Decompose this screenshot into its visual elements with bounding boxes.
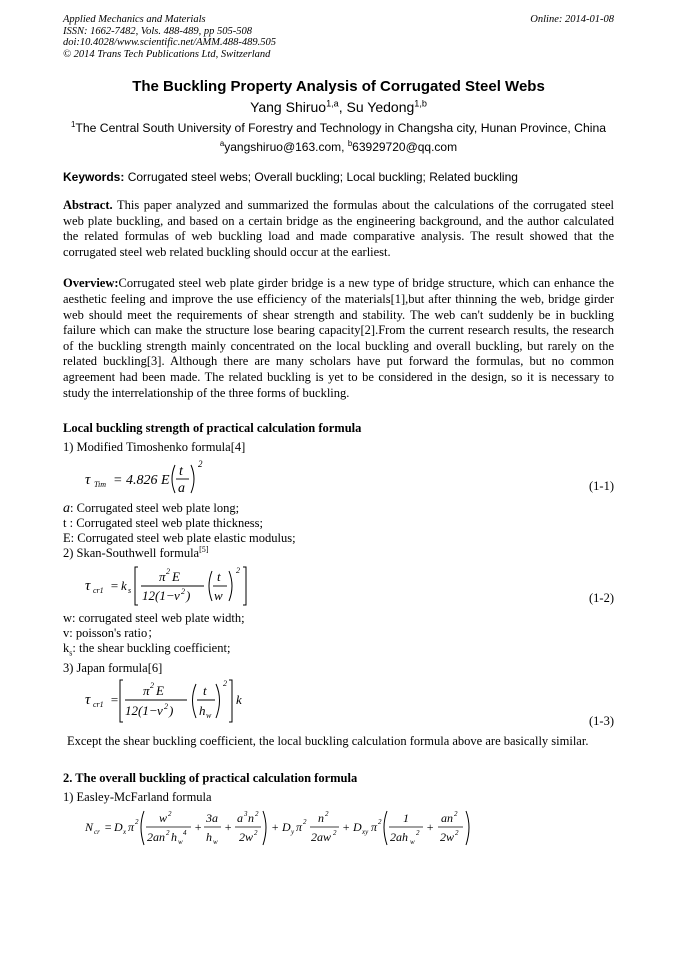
affiliation: [63, 121, 614, 135]
svg-text:2: 2: [150, 680, 154, 690]
definition-text: the shear buckling coefficient;: [78, 641, 231, 656]
svg-text:D: D: [282, 820, 291, 835]
svg-text:a: a: [178, 481, 185, 497]
svg-text:n: n: [318, 811, 324, 826]
svg-text:π: π: [296, 820, 303, 835]
svg-text:2: 2: [454, 810, 458, 819]
svg-text:+: +: [194, 820, 203, 835]
affiliation-sup: 1: [70, 119, 76, 129]
svg-text:an: an: [441, 811, 453, 826]
svg-text:2: 2: [333, 829, 337, 838]
section-heading: Local buckling strength of practical calculation formula: [63, 421, 362, 436]
svg-text:2: 2: [440, 830, 446, 845]
svg-text:2: 2: [239, 830, 245, 845]
svg-text:a: a: [237, 811, 243, 826]
svg-text:1: 1: [403, 811, 409, 826]
email-line: $^a$yangshiruo@163.com, $^b$63929720@qq.com: [219, 139, 458, 154]
svg-text:t: t: [179, 464, 183, 480]
svg-text:2: 2: [311, 830, 317, 845]
svg-text:a: a: [212, 811, 218, 826]
svg-text:π: π: [159, 569, 166, 585]
svg-text:3: 3: [206, 811, 212, 826]
svg-text:y: y: [291, 828, 295, 837]
equation-easley-mcfarland: [63, 805, 614, 851]
svg-text:E: E: [156, 682, 164, 698]
svg-text:2: 2: [390, 830, 396, 845]
svg-text:τ: τ: [85, 691, 91, 708]
svg-text:D: D: [353, 820, 362, 835]
svg-text:4: 4: [183, 829, 187, 838]
definition-text: : Corrugated steel web plate long;: [70, 501, 240, 516]
svg-text:τ: τ: [85, 472, 91, 489]
formula-item: 1) Easley-McFarland formula: [63, 790, 212, 805]
svg-text:2: 2: [255, 810, 259, 819]
definition-w: w: corrugated steel web plate width;: [63, 611, 245, 626]
svg-text:=: =: [104, 820, 113, 835]
overview-text: Corrugated steel web plate girder bridge is a new type of bridge structure, which can enhance the aesthetic feeling and improve the use efficiency of the materials[1],but after thinning the web, bridge girder web should meet the requirements of shear strength and stability. The web can't suddenly be in buckling failure which can make the structure lose bearing capacity[2].From the current research results, the research of the buckling strength mainly concentrated on the local buckling and overall buckling, but rarely on the related buckling[3]. Although there are many scholars have put forward the formulas, but no common agreement had been made. The related buckling is yet to be considered in the design, so it is necessary to study the interrelationship of the three forms of buckling.: [63, 276, 614, 400]
svg-text:ν: ν: [174, 588, 180, 604]
svg-text:w: w: [410, 838, 415, 847]
author-sup: 1,b: [414, 98, 427, 109]
svg-text:cr1: cr1: [93, 699, 104, 709]
svg-text:2: 2: [198, 459, 203, 470]
keywords-label: Keywords:: [63, 170, 125, 184]
journal-header: [63, 14, 614, 60]
svg-text:2: 2: [254, 829, 258, 838]
svg-text:+: +: [426, 820, 435, 835]
svg-text:=: =: [110, 578, 119, 594]
equation-graphic: [63, 805, 483, 851]
svg-text:an: an: [153, 830, 165, 845]
svg-text:2: 2: [181, 587, 185, 597]
overview: [63, 276, 614, 401]
equation-1-1: [63, 455, 614, 501]
definition-a: a: Corrugated steel web plate long;: [63, 501, 240, 517]
svg-text:k: k: [236, 691, 242, 707]
equation-1-2: [63, 561, 614, 611]
equation-graphic: [63, 676, 283, 728]
journal-name: Applied Mechanics and Materials: [63, 14, 206, 25]
paper-page: [63, 14, 614, 851]
paper-title: The Buckling Property Analysis of Corrugated Steel Webs: [132, 78, 545, 95]
svg-text:E: E: [172, 569, 180, 585]
svg-text:h: h: [199, 702, 206, 718]
svg-text:π: π: [371, 820, 378, 835]
svg-text:2: 2: [223, 678, 227, 688]
note-paragraph: Except the shear buckling coefficient, the local buckling calculation formula above are basically similar.: [67, 733, 589, 748]
svg-text:n: n: [248, 811, 254, 826]
online-date: Online: 2014-01-08: [530, 14, 614, 25]
section-heading: 2. The overall buckling of practical calculation formula: [63, 771, 358, 786]
svg-text:w: w: [214, 588, 223, 604]
svg-text:t: t: [217, 569, 221, 585]
email-sup: b: [347, 139, 353, 148]
svg-text:): ): [186, 588, 191, 604]
svg-text:+: +: [271, 820, 280, 835]
abstract-text: This paper analyzed and summarized the formulas about the calculations of the corrugated steel web plate buckling, and based on a certain bridge as the engineering background, and the author calculated the related formulas of web buckling load and made comparative analysis. The result showed that the corrugated steel web related buckling should occur at the earliest.: [63, 198, 615, 259]
svg-text:+: +: [224, 820, 233, 835]
formula-item: [63, 546, 614, 561]
svg-text:2: 2: [135, 818, 139, 827]
author-name: Yang Shiruo: [250, 99, 327, 115]
svg-text:N: N: [85, 820, 94, 835]
svg-text:3: 3: [244, 810, 248, 819]
keywords: [63, 170, 614, 184]
svg-text:h: h: [206, 830, 212, 845]
svg-text:w: w: [206, 710, 212, 720]
svg-text:2: 2: [236, 566, 240, 576]
svg-text:π: π: [143, 682, 150, 698]
svg-text:2: 2: [147, 830, 153, 845]
email-address[interactable]: 63929720@qq.com: [352, 140, 458, 154]
svg-text:D: D: [114, 820, 123, 835]
definition-t: t : Corrugated steel web plate thickness;: [63, 516, 263, 531]
svg-text:w: w: [178, 838, 183, 847]
svg-text:k: k: [121, 578, 127, 594]
svg-text:h: h: [171, 830, 177, 845]
doi-line: doi:10.4028/www.scientific.net/AMM.488-489.505: [63, 37, 276, 48]
formula-item: 1) Modified Timoshenko formula[4]: [63, 440, 246, 455]
definition-v: v: poisson's ratio；: [63, 626, 160, 641]
svg-text:t: t: [203, 682, 207, 698]
svg-text:2: 2: [168, 810, 172, 819]
svg-text:2: 2: [416, 829, 420, 838]
formula-item-label: 2) Skan-Southwell formula: [63, 546, 200, 561]
abstract: [63, 198, 614, 260]
citation-sup: [5]: [199, 544, 209, 554]
svg-text:s: s: [128, 586, 132, 596]
svg-text:xy: xy: [362, 828, 369, 837]
email-sup: a: [219, 139, 225, 148]
svg-text:w: w: [159, 811, 168, 826]
svg-text:aw: aw: [317, 830, 332, 845]
svg-text:12(1−: 12(1−: [125, 702, 158, 718]
svg-text:π: π: [128, 820, 135, 835]
abstract-label: Abstract.: [63, 198, 113, 212]
copyright-line: © 2014 Trans Tech Publications Ltd, Switzerland: [63, 48, 271, 60]
definition-E: E: Corrugated steel web plate elastic modulus;: [63, 531, 296, 546]
svg-text:ah: ah: [396, 830, 408, 845]
svg-text:= 4.826: = 4.826: [113, 473, 158, 489]
svg-text:ν: ν: [157, 702, 163, 718]
definition-ks: $k_s$: the shear buckling coefficient;: [63, 641, 231, 658]
equation-graphic: [63, 561, 283, 611]
svg-text:Tim: Tim: [94, 480, 107, 490]
svg-text:E: E: [161, 473, 170, 489]
email-address[interactable]: yangshiruo@163.com: [224, 140, 342, 154]
svg-text:2: 2: [166, 829, 170, 838]
svg-text:12(1−: 12(1−: [142, 588, 175, 604]
equation-number: (1-1): [589, 479, 614, 494]
svg-text:w: w: [245, 830, 254, 845]
equation-number: (1-2): [589, 591, 614, 606]
svg-text:): ): [169, 702, 174, 718]
equation-graphic: [63, 455, 263, 501]
svg-text:cr1: cr1: [93, 586, 104, 596]
svg-text:2: 2: [303, 818, 307, 827]
svg-text:τ: τ: [85, 578, 91, 595]
svg-text:cr: cr: [94, 828, 100, 837]
svg-text:=: =: [110, 691, 119, 707]
issn-line: ISSN: 1662-7482, Vols. 488-489, pp 505-508: [63, 25, 252, 37]
svg-text:+: +: [342, 820, 351, 835]
svg-text:2: 2: [166, 567, 170, 577]
overview-label: Overview:: [63, 276, 119, 291]
affiliation-text: The Central South University of Forestry and Technology in Changsha city, Hunan Province, China: [75, 121, 607, 135]
svg-text:2: 2: [378, 818, 382, 827]
svg-text:2: 2: [164, 701, 168, 711]
author-name: Su Yedong: [346, 99, 415, 115]
keywords-text: Corrugated steel webs; Overall buckling; Local buckling; Related buckling: [127, 170, 518, 184]
svg-text:w: w: [213, 838, 218, 847]
author-sup: 1,a: [326, 98, 339, 109]
svg-text:2: 2: [325, 810, 329, 819]
svg-text:x: x: [123, 828, 127, 837]
equation-1-3: [63, 676, 614, 728]
author-line: Yang Shiruo$^{1,a}$, Su Yedong$^{1,b}$: [250, 98, 427, 115]
svg-text:2: 2: [455, 829, 459, 838]
svg-text:w: w: [446, 830, 455, 845]
equation-number: (1-3): [589, 713, 614, 728]
formula-item: 3) Japan formula[6]: [63, 660, 163, 675]
